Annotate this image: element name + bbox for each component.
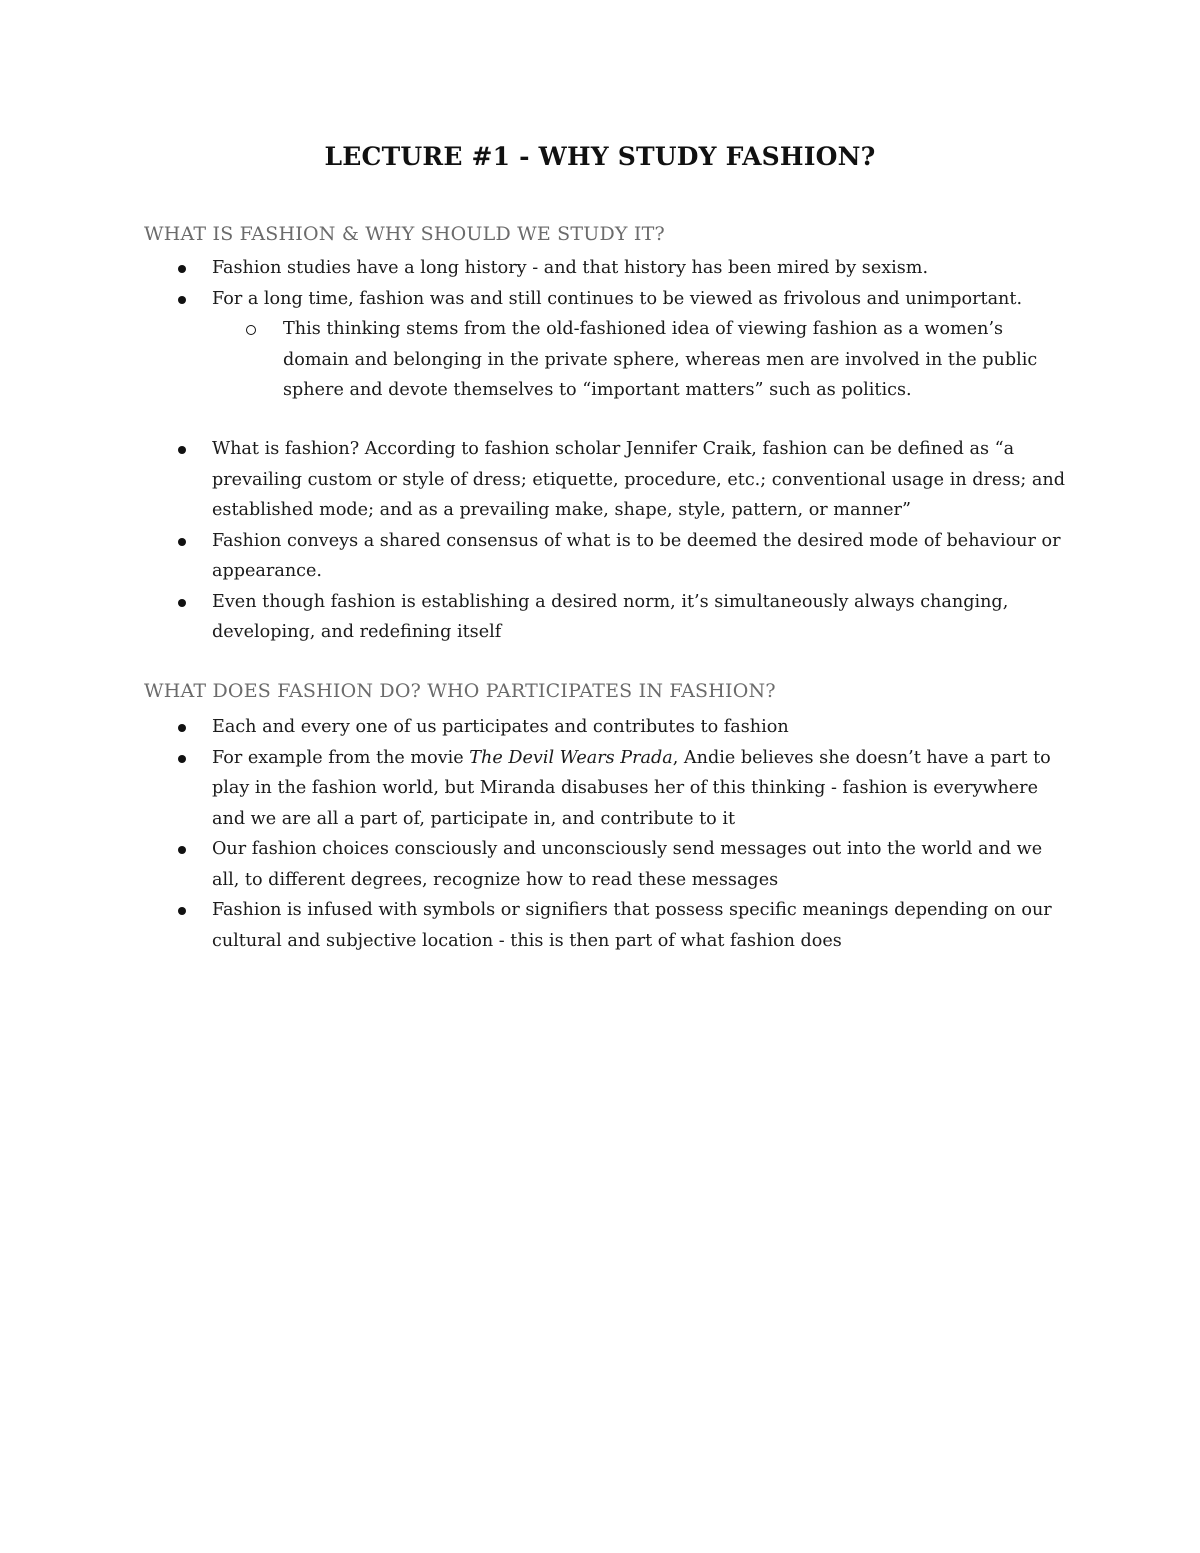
- hollow-bullet-icon: [246, 325, 256, 335]
- list-item: [0, 895, 1072, 956]
- list-item: [0, 284, 1072, 315]
- list-item-text: Each and every one of us participates and contributes to fashion: [212, 717, 789, 737]
- list-item: [0, 712, 1072, 743]
- bullet-icon: [178, 846, 186, 854]
- bullet-icon: [178, 446, 186, 454]
- list-item-text: Our fashion choices consciously and unconsciously send messages out into the world and we all, to different degrees, recognize how to read these messages: [212, 839, 1043, 890]
- list-item: [0, 253, 1072, 284]
- list-item-text: Fashion is infused with symbols or signifiers that possess specific meanings depending on our cultural and subjective location - this is then part of what fashion does: [212, 900, 1052, 951]
- section-1-list-continued: [0, 434, 1200, 648]
- section-heading-what-is-fashion: WHAT IS FASHION & WHY SHOULD WE STUDY IT?: [144, 223, 665, 245]
- bullet-icon: [178, 296, 186, 304]
- sub-list-item: [0, 314, 1073, 406]
- list-item-text-after: , Andie believes she doesn’t have a part to play in the fashion world, but Miranda disabuses her of this thinking - fashion is everywhere and we are all a part of, participate in, and contribute to it: [212, 747, 1051, 829]
- list-item: [0, 526, 1072, 587]
- section-2-list: [0, 712, 1200, 956]
- bullet-icon: [178, 755, 186, 763]
- movie-title: The Devil Wears Prada: [469, 747, 673, 768]
- list-item-text: What is fashion? According to fashion scholar Jennifer Craik, fashion can be defined as “a prevailing custom or style of dress; etiquette, procedure, etc.; conventional usage in dress; and established mode; and as a prevailing make, shape, style, pattern, or manner”: [212, 439, 1065, 520]
- bullet-icon: [178, 265, 186, 273]
- list-item: [0, 587, 1072, 648]
- list-item: [0, 434, 1072, 526]
- list-item: [0, 834, 1072, 895]
- bullet-icon: [178, 724, 186, 732]
- section-1-list: [0, 253, 1200, 406]
- bullet-icon: [178, 907, 186, 915]
- page-title: LECTURE #1 - WHY STUDY FASHION?: [324, 142, 876, 171]
- sub-list-item-text: This thinking stems from the old-fashioned idea of viewing fashion as a women’s domain and belonging in the private sphere, whereas men are involved in the public sphere and devote themselves to “important matters” such as politics.: [283, 319, 1038, 400]
- list-item-text: Fashion conveys a shared consensus of what is to be deemed the desired mode of behaviour or appearance.: [212, 530, 1061, 581]
- list-item-text: Even though fashion is establishing a desired norm, it’s simultaneously always changing, developing, and redefining itself: [212, 591, 1009, 642]
- list-item-text: Fashion studies have a long history - and that history has been mired by sexism.: [212, 258, 929, 278]
- list-item-text-before: For example from the movie: [212, 747, 470, 768]
- list-item-text: For a long time, fashion was and still continues to be viewed as frivolous and unimportant.: [212, 288, 1023, 309]
- bullet-icon: [178, 599, 186, 607]
- bullet-icon: [178, 538, 186, 546]
- list-item-movie-example: [0, 743, 1072, 835]
- section-heading-what-does-fashion-do: WHAT DOES FASHION DO? WHO PARTICIPATES IN FASHION?: [144, 680, 776, 702]
